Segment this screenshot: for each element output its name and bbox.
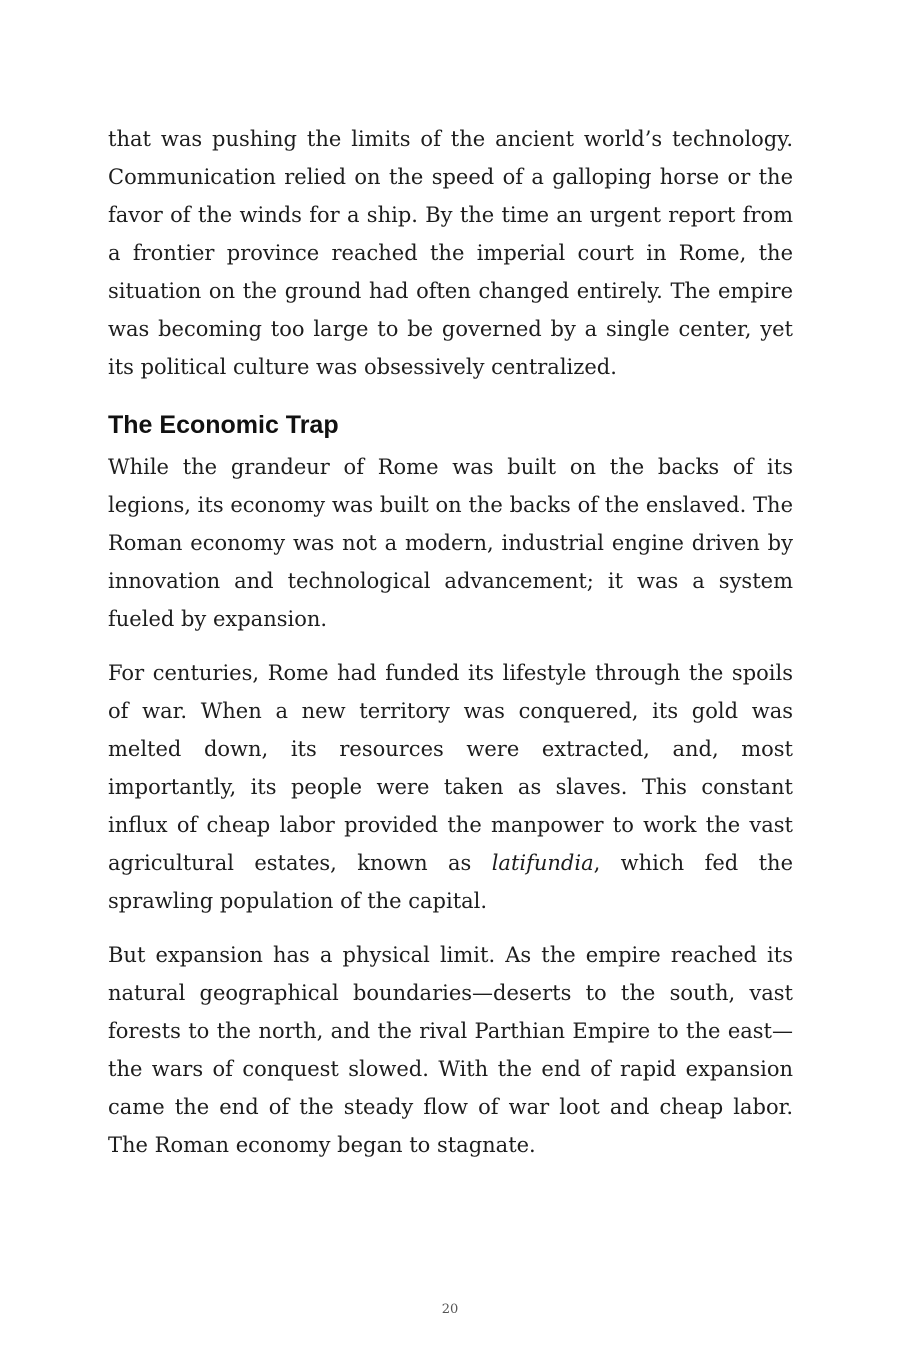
paragraph-spoils-text-2: , which fed the sprawling population of the capital. [108, 851, 793, 913]
paragraph-spoils-text-1: For centuries, Rome had funded its lifestyle through the spoils of war. When a new territory was conquered, its gold was melted down, its resources were extracted, and, most importantly, its people were taken as slaves. This constant influx of cheap labor provided the manpower to work the vast agricultural estates, known as [108, 661, 793, 875]
paragraph-economy: While the grandeur of Rome was built on the backs of its legions, its economy was built on the backs of the enslaved. The Roman economy was not a modern, industrial engine driven by innovation and technological advancement; it was a system fueled by expansion. [108, 455, 793, 631]
body-text [108, 120, 793, 1164]
paragraph-expansion-limit: But expansion has a physical limit. As the empire reached its natural geographical boundaries—deserts to the south, vast forests to the north, and the rival Parthian Empire to the east—the wars of conquest slowed. With the end of rapid expansion came the end of the steady flow of war loot and cheap labor. The Roman economy began to stagnate. [108, 943, 793, 1157]
paragraph-spoils-of-war [108, 654, 793, 920]
page-number: 20 [441, 1302, 459, 1317]
latifundia-term: latifundia [491, 851, 594, 875]
paragraph-intro: that was pushing the limits of the ancient world’s technology. Communication relied on the speed of a galloping horse or the favor of the winds for a ship. By the time an urgent report from a frontier province reached the imperial court in Rome, the situation on the ground had often changed entirely. The empire was becoming too large to be governed by a single center, yet its political culture was obsessively centralized. [108, 127, 793, 379]
section-heading: The Economic Trap [108, 411, 339, 439]
